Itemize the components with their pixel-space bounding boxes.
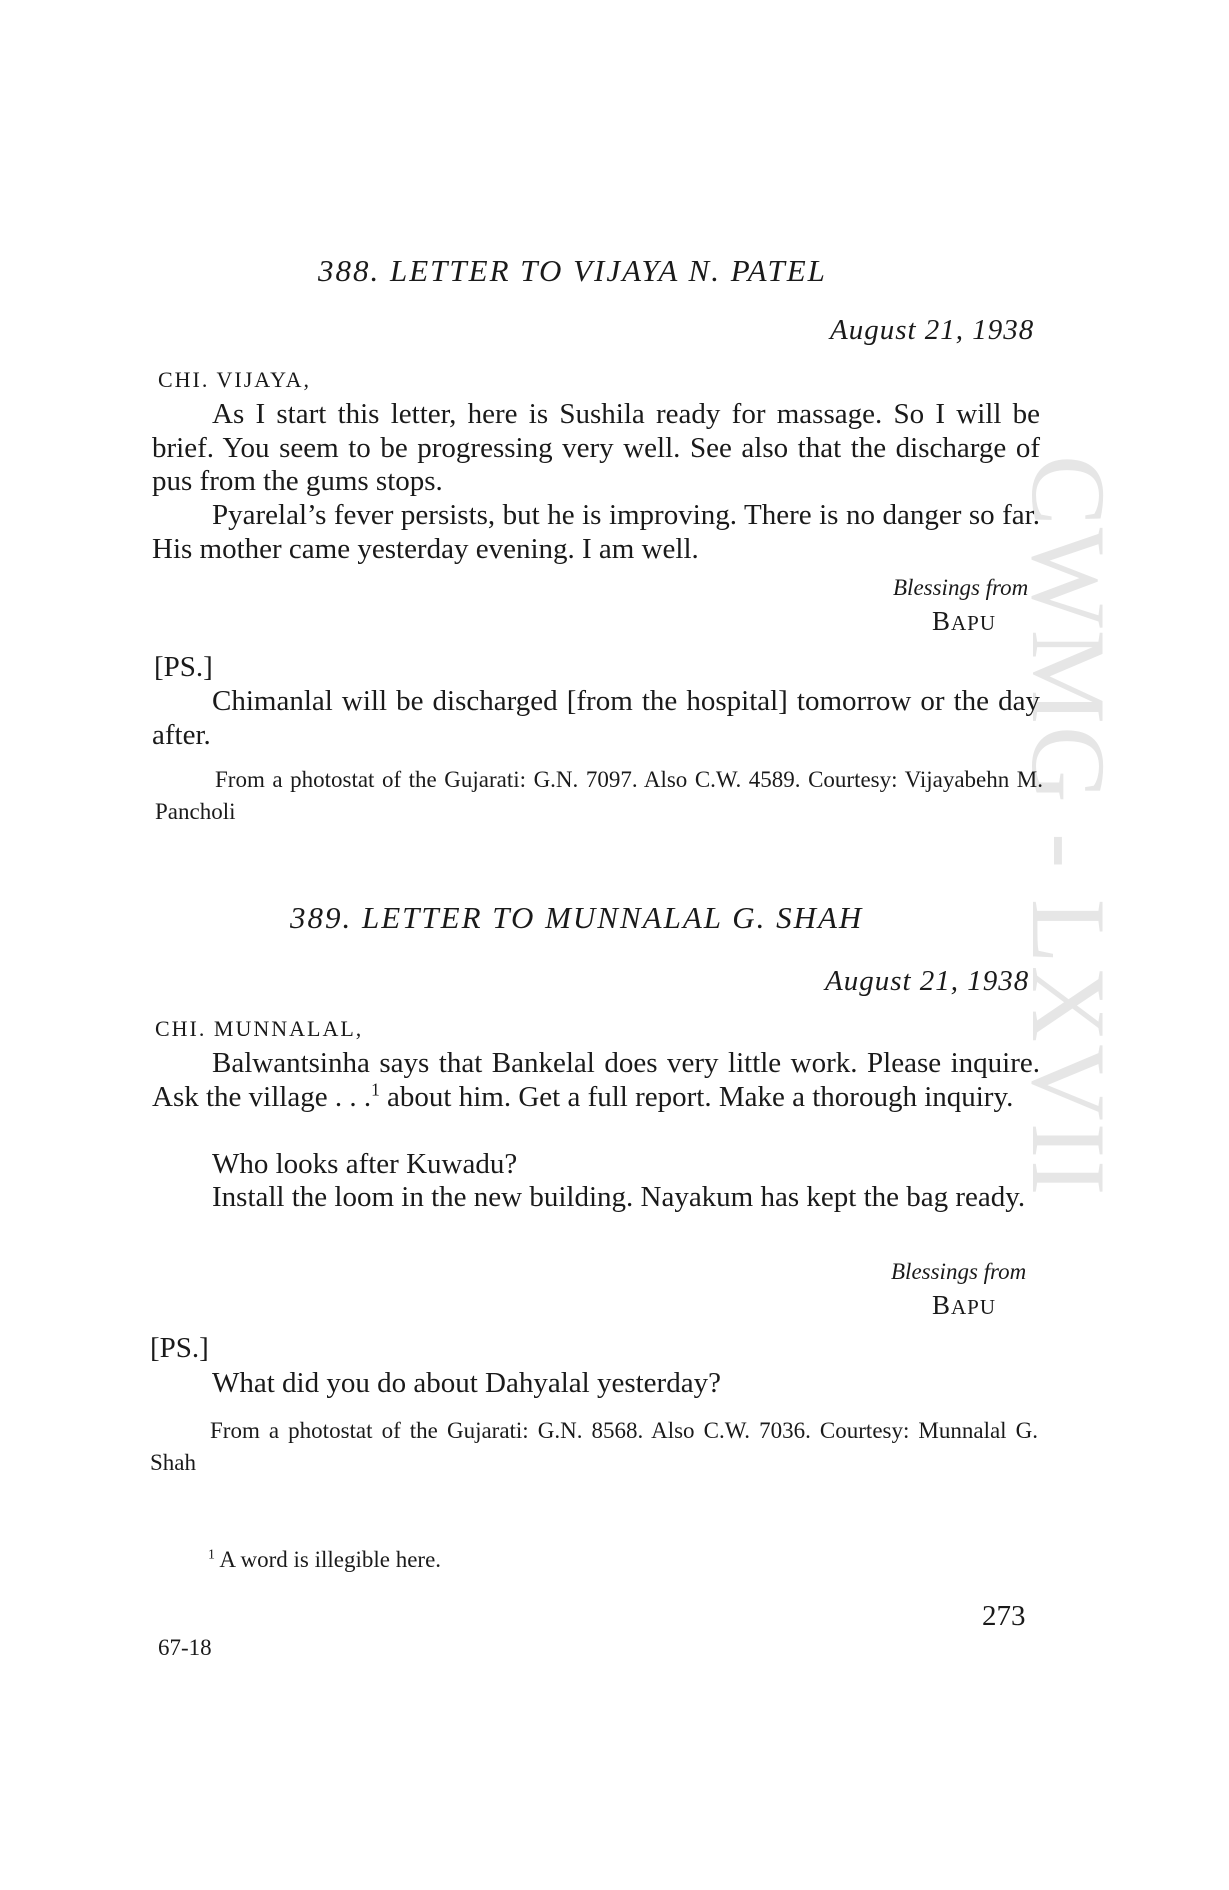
footnote-ref[interactable]: 1 [371,1078,380,1099]
source-note: From a photostat of the Gujarati: G.N. 7097. Also C.W. 4589. Courtesy: Vijayabehn M. Pancholi [155,767,1043,824]
paragraph-text: about him. Get a full report. Make a thorough inquiry. [379,1080,1014,1113]
ps-text: Chimanlal will be discharged [from the hospital] tomorrow or the day after. [152,685,1040,751]
salutation: CHI. VIJAYA, [158,367,311,392]
salutation: CHI. MUNNALAL, [155,1016,364,1041]
letter-date: August 21, 1938 [830,314,1035,346]
footnote [208,1547,441,1573]
paragraph-text: Balwantsinha says that Bankelal does very little work. Please inquire. Ask the village . . . [152,1047,1040,1113]
watermark: CWMG - LXVII [1010,455,1127,1198]
signature: BAPU [932,606,997,636]
letter-date: August 21, 1938 [825,965,1030,997]
signature: BAPU [932,1290,997,1320]
letter-paragraph: As I start this letter, here is Sushila ready for massage. So I will be brief. You seem to be progressing very well. See also that the discharge of pus from the gums stops. [152,398,1040,497]
closing: Blessings from [891,1259,1027,1284]
letter-paragraph: Pyarelal’s fever persists, but he is improving. There is no danger so far. His mother came yesterday evening. I am well. [152,499,1040,565]
letter-paragraph: Install the loom in the new building. Nayakum has kept the bag ready. [212,1181,1026,1213]
footnote-text: A word is illegible here. [219,1547,442,1572]
letter-paragraph: Who looks after Kuwadu? [212,1148,518,1180]
letter-title: 389. LETTER TO MUNNALAL G. SHAH [290,900,864,935]
source-note: From a photostat of the Gujarati: G.N. 8568. Also C.W. 7036. Courtesy: Munnalal G. Shah [150,1418,1038,1475]
letter-paragraph [152,1047,1040,1114]
closing: Blessings from [893,575,1029,600]
page-number: 273 [982,1600,1026,1632]
ps-label: [PS.] [150,1332,209,1364]
letter-title: 388. LETTER TO VIJAYA N. PATEL [318,253,827,288]
ps-text: What did you do about Dahyalal yesterday? [212,1367,721,1399]
footnote-number: 1 [208,1546,215,1562]
folio: 67-18 [158,1635,212,1660]
ps-label: [PS.] [154,651,213,683]
